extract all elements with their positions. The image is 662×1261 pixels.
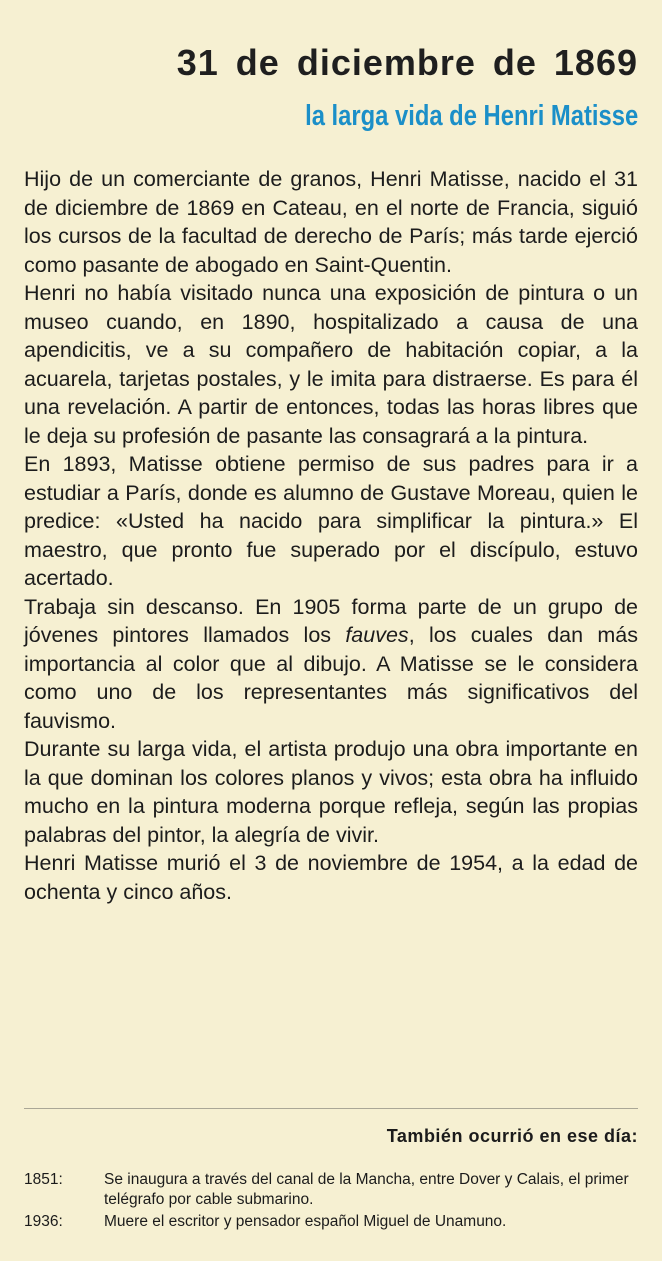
page-title: 31 de diciembre de 1869 xyxy=(176,42,638,83)
events-list xyxy=(24,1170,638,1234)
list-item xyxy=(24,1170,638,1210)
paragraph: Trabaja sin descanso. En 1905 forma parte de un grupo de jóvenes pintores llamados los fauves, los cuales dan más importancia al color que al dibujo. A Matisse se le considera como uno de los representantes más significativos del fauvismo. xyxy=(24,594,638,733)
event-year: 1851: xyxy=(24,1171,63,1188)
also-happened-heading: También ocurrió en ese día: xyxy=(386,1126,638,1146)
emphasis: fauves xyxy=(345,623,409,647)
paragraph: Henri no había visitado nunca una exposición de pintura o un museo cuando, en 1890, hospitalizado a causa de una apendicitis, ve a su compañero de habitación copiar, a la acuarela, tarjetas postales, y le imita para distraerse. Es para él una revelación. A partir de entonces, todas las horas libres que le deja su profesión de pasante las consagrará a la pintura. xyxy=(24,281,638,448)
page-subtitle: la larga vida de Henri Matisse xyxy=(304,100,638,132)
event-text: Se inaugura a través del canal de la Mancha, entre Dover y Calais, el primer telégrafo por cable submarino. xyxy=(104,1171,629,1208)
event-text: Muere el escritor y pensador español Miguel de Unamuno. xyxy=(104,1213,507,1230)
list-item xyxy=(24,1212,638,1232)
paragraph: Hijo de un comerciante de granos, Henri Matisse, nacido el 31 de diciembre de 1869 en Cateau, en el norte de Francia, siguió los cursos de la facultad de derecho de París; más tarde ejerció como pasante de abogado en Saint-Quentin. xyxy=(24,167,638,277)
event-year: 1936: xyxy=(24,1213,63,1230)
section-divider xyxy=(24,1108,638,1109)
article-body xyxy=(24,165,638,906)
paragraph: En 1893, Matisse obtiene permiso de sus padres para ir a estudiar a París, donde es alumno de Gustave Moreau, quien le predice: «Usted ha nacido para simplificar la pintura.» El maestro, que pronto fue superado por el discípulo, estuvo acertado. xyxy=(24,452,638,590)
paragraph: Henri Matisse murió el 3 de noviembre de 1954, a la edad de ochenta y cinco años. xyxy=(24,851,638,904)
paragraph: Durante su larga vida, el artista produjo una obra importante en la que dominan los colores planos y vivos; esta obra ha influido mucho en la pintura moderna porque refleja, según las propias palabras del pintor, la alegría de vivir. xyxy=(24,737,638,847)
